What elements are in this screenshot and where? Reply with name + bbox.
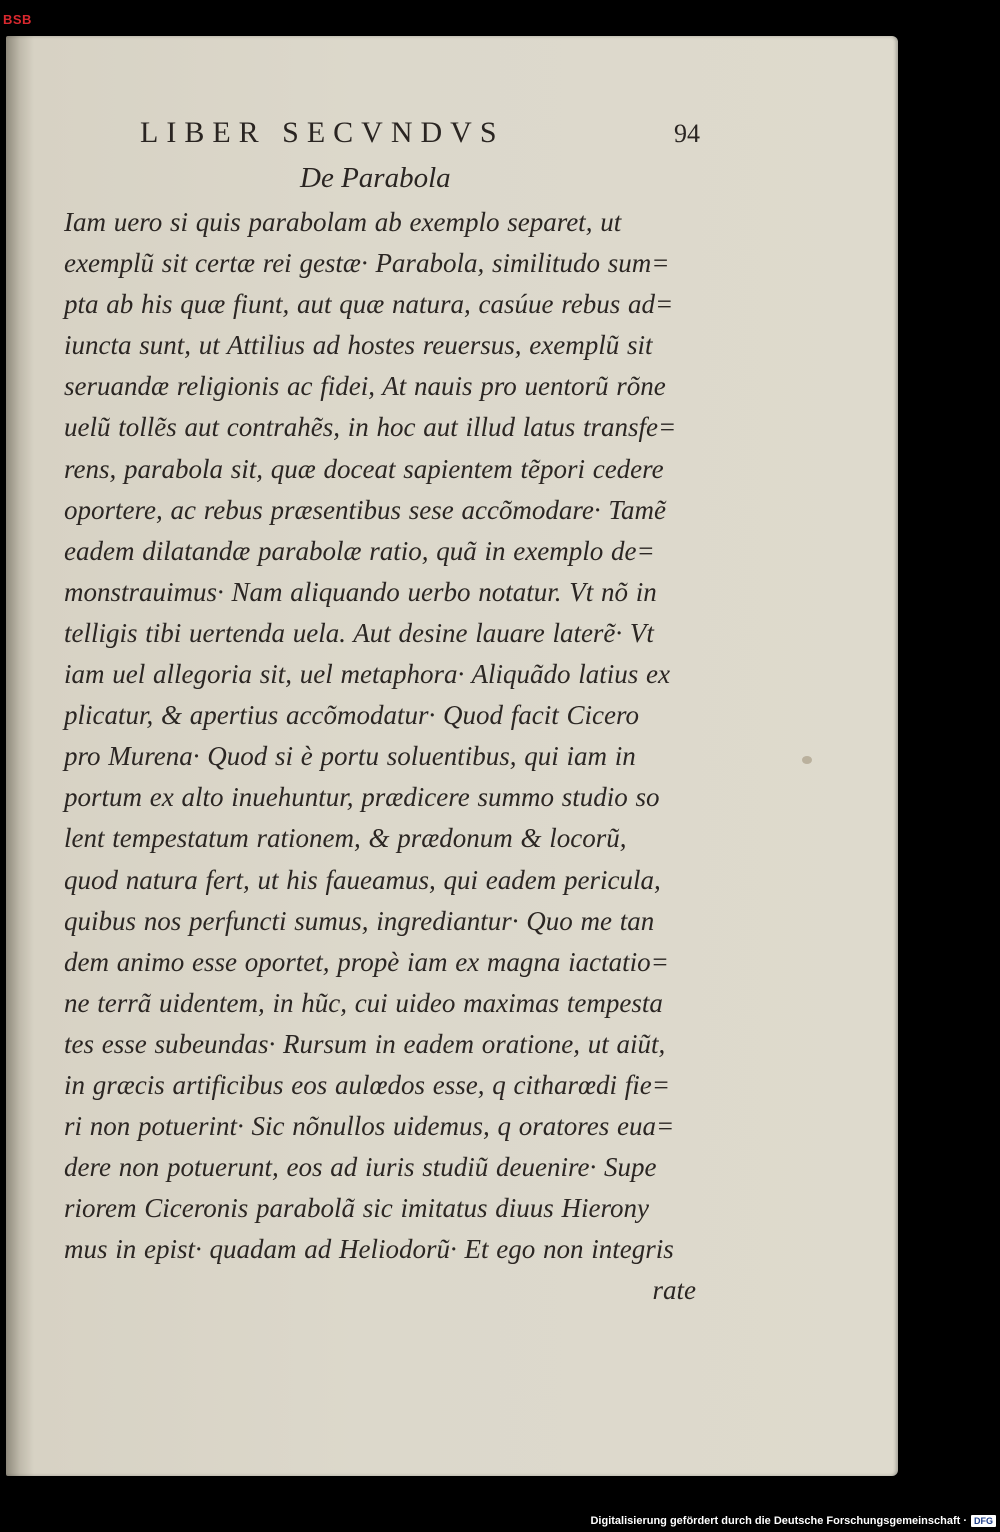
text-line: tes esse subeundas· Rursum in eadem oratione, ut aiũt,: [64, 1028, 666, 1059]
page-number: 94: [674, 119, 700, 148]
text-line: dere non potuerunt, eos ad iuris studiũ deuenire· Supe: [64, 1152, 657, 1183]
text-line: ri non potuerint· Sic nõnullos uidemus, q oratores eua=: [64, 1111, 675, 1142]
text-line: rens, parabola sit, quæ doceat sapientem tẽpori cedere: [64, 453, 664, 484]
text-line: dem animo esse oportet, propè iam ex magna iactatio=: [64, 946, 669, 977]
funding-credit: Digitalisierung gefördert durch die Deutsche Forschungsgemeinschaft ·: [590, 1515, 967, 1527]
text-line: pro Murena· Quod si è portu soluentibus, qui iam in: [64, 741, 636, 772]
text-line: lent tempestatum rationem, & prædonum & locorũ,: [64, 823, 627, 854]
paper-stain: [802, 756, 812, 764]
text-line: quibus nos perfuncti sumus, ingrediantur· Quo me tan: [64, 905, 655, 936]
text-line: uelũ tollẽs aut contrahẽs, in hoc aut illud latus transfe=: [64, 412, 677, 443]
text-line: monstrauimus· Nam aliquando uerbo notatur. Vt nõ in: [64, 576, 657, 607]
text-line: portum ex alto inuehuntur, prædicere summo studio so: [64, 782, 660, 813]
text-line: iuncta sunt, ut Attilius ad hostes reuersus, exemplũ sit: [64, 330, 653, 361]
bsb-logo: BSB: [3, 12, 32, 27]
text-line: plicatur, & apertius accõmodatur· Quod facit Cicero: [64, 700, 639, 731]
body-text: [64, 202, 714, 1270]
page-text-block: [64, 116, 714, 1311]
text-line: pta ab his quæ fiunt, aut quæ natura, casúue rebus ad=: [64, 289, 674, 320]
catchword: rate: [652, 1275, 696, 1306]
dfg-logo: DFG: [971, 1515, 996, 1527]
text-line: seruandæ religionis ac fidei, At nauis pro uentorũ rõne: [64, 371, 666, 402]
running-head: [140, 116, 700, 160]
text-line: in græcis artificibus eos aulœdos esse, q citharœdi fie=: [64, 1069, 670, 1100]
text-line: eadem dilatandæ parabolæ ratio, quã in exemplo de=: [64, 535, 655, 566]
text-line: Iam uero si quis parabolam ab exemplo separet, ut: [64, 207, 622, 237]
running-head-title: LIBER SECVNDVS: [140, 116, 505, 149]
text-line: telligis tibi uertenda uela. Aut desine lauare laterẽ· Vt: [64, 617, 654, 648]
funding-footer: [590, 1510, 1000, 1532]
text-line: ne terrã uidentem, in hũc, cui uideo maximas tempesta: [64, 987, 663, 1018]
section-title: De Parabola: [300, 162, 451, 194]
book-page: [6, 36, 898, 1476]
text-line: iam uel allegoria sit, uel metaphora· Aliquãdo latius ex: [64, 659, 670, 690]
text-line: quod natura fert, ut his faueamus, qui eadem pericula,: [64, 864, 661, 895]
text-line: riorem Ciceronis parabolã sic imitatus diuus Hierony: [64, 1193, 649, 1224]
text-line: mus in epist· quadam ad Heliodorũ· Et ego non integris: [64, 1234, 674, 1265]
text-line: oportere, ac rebus præsentibus sese accõmodare· Tamẽ: [64, 494, 666, 525]
text-line: exemplũ sit certæ rei gestæ· Parabola, similitudo sum=: [64, 248, 670, 279]
